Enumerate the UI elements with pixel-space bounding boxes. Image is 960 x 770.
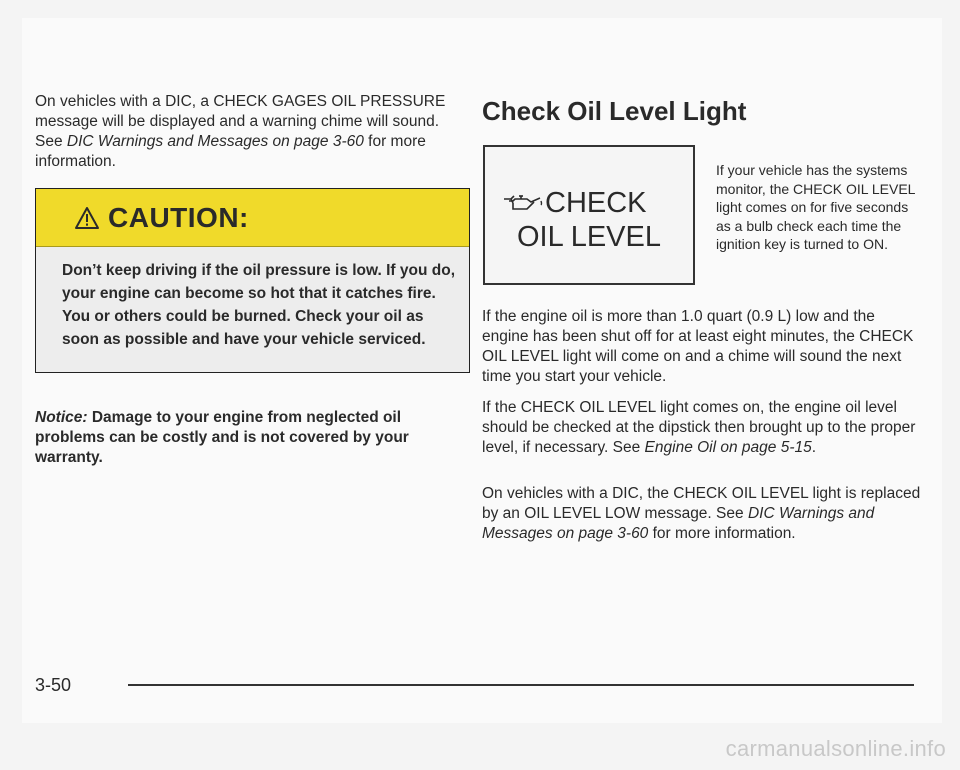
notice-text: Damage to your engine from neglected oil problems can be costly and is not covered by your warranty. (35, 408, 409, 466)
footer-divider (128, 684, 914, 686)
right-paragraph-3 (482, 484, 922, 544)
left-intro-tail: for more information. (35, 133, 426, 170)
section-title: Check Oil Level Light (482, 96, 747, 126)
right-p2-text: If the CHECK OIL LEVEL light comes on, the engine oil level should be checked at the dipstick then brought up to the proper level, if necessary. See (482, 399, 916, 456)
right-paragraph-1: If the engine oil is more than 1.0 quart (0.9 L) low and the engine has been shut off for at least eight minutes, the CHECK OIL LEVEL light will come on and a chime will sound the next time you start your vehicle. (482, 308, 914, 385)
notice-label: Notice: (35, 408, 88, 426)
left-intro-text: On vehicles with a DIC, a CHECK GAGES OIL PRESSURE message will be displayed and a warning chime will sound. See (35, 93, 446, 150)
left-intro-paragraph (35, 92, 455, 172)
right-p3-tail: for more information. (648, 525, 796, 542)
page-number: 3-50 (35, 675, 72, 695)
indicator-oil-level-label: OIL LEVEL (516, 221, 661, 253)
caution-header (36, 189, 469, 247)
caution-box (35, 188, 470, 373)
notice-paragraph (35, 408, 465, 468)
watermark: carmanualsonline.info (725, 736, 946, 761)
engine-oil-reference: Engine Oil on page 5-15 (644, 439, 812, 456)
dic-warnings-reference-2: DIC Warnings and Messages on page 3-60 (482, 505, 875, 542)
indicator-line1 (501, 187, 647, 220)
right-paragraph-2 (482, 398, 922, 458)
warning-triangle-icon (74, 206, 100, 230)
check-oil-level-indicator (483, 145, 695, 285)
oil-can-icon (501, 193, 543, 215)
right-intro-paragraph: If your vehicle has the systems monitor, the CHECK OIL LEVEL light comes on for five seconds as a bulb check each time the ignition key is turned to ON. (716, 162, 915, 253)
caution-title: CAUTION: (108, 201, 249, 233)
caution-body: Don’t keep driving if the oil pressure is low. If you do, your engine can become so hot that it catches fire. You or others could be burned. Check your oil as soon as possible and have your vehicle serviced. (62, 262, 456, 348)
right-p3-text: On vehicles with a DIC, the CHECK OIL LEVEL light is replaced by an OIL LEVEL LOW message. See (482, 485, 921, 522)
dic-warnings-reference: DIC Warnings and Messages on page 3-60 (66, 133, 364, 150)
right-p2-tail: . (811, 439, 817, 456)
indicator-check-label: CHECK (545, 187, 647, 219)
